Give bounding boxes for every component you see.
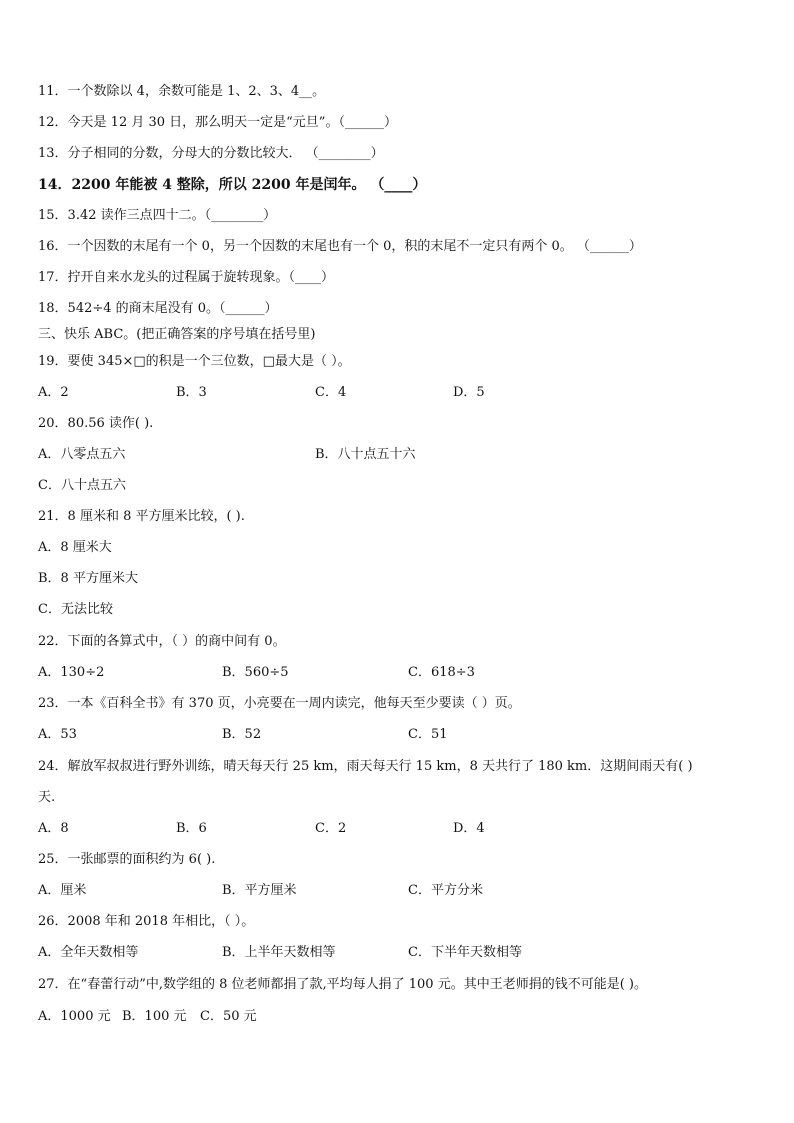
question-24: 24．解放军叔叔进行野外训练，晴天每天行 25 km，雨天每天行 15 km，8 天共行了 180 km．这期间雨天有( )	[38, 759, 693, 774]
option-20-a: A．八零点五六	[38, 447, 126, 462]
option-20-c: C．八十点五六	[38, 478, 126, 493]
question-19: 19．要使 345×□的积是一个三位数，□最大是（ ）。	[38, 354, 351, 369]
option-26-c: C．下半年天数相等	[408, 945, 522, 960]
question-21: 21．8 厘米和 8 平方厘米比较，( ).	[38, 509, 245, 524]
option-25-b: B．平方厘米	[222, 883, 297, 898]
question-15: 15．3.42 读作三点四十二。（________）	[38, 208, 277, 223]
question-27: 27．在“春蕾行动”中,数学组的 8 位老师都捐了款,平均每人捐了 100 元。其中王老师捐的钱不可能是( )。	[38, 977, 647, 992]
question-12: 12．今天是 12 月 30 日，那么明天一定是“元旦”。（______）	[38, 115, 397, 130]
option-26-b: B．上半年天数相等	[222, 945, 336, 960]
question-24-cont: 天.	[38, 790, 56, 805]
option-19-c: C．4	[315, 385, 347, 400]
option-25-a: A．厘米	[38, 883, 87, 898]
option-26-a: A．全年天数相等	[38, 945, 139, 960]
question-11: 11．一个数除以 4，余数可能是 1、2、3、4__。	[38, 84, 326, 99]
question-25: 25．一张邮票的面积约为 6( ).	[38, 852, 216, 867]
option-19-d: D．5	[453, 385, 485, 400]
question-16: 16．一个因数的末尾有一个 0，另一个因数的末尾也有一个 0，积的末尾不一定只有两个 0。 （______）	[38, 239, 642, 254]
option-25-c: C．平方分米	[408, 883, 483, 898]
option-23-c: C．51	[408, 727, 448, 742]
option-23-a: A．53	[38, 727, 77, 742]
option-22-a: A．130÷2	[38, 665, 105, 680]
option-24-c: C．2	[315, 821, 347, 836]
question-22: 22．下面的各算式中，（ ）的商中间有 0。	[38, 634, 286, 649]
option-23-b: B．52	[222, 727, 262, 742]
option-27-b: B．100 元	[122, 1009, 187, 1024]
option-27-a: A．1000 元	[38, 1009, 111, 1024]
question-14: 14．2200 年能被 4 整除，所以 2200 年是闰年。 （____）	[38, 177, 427, 193]
option-27-c: C．50 元	[200, 1009, 257, 1024]
option-21-b: B．8 平方厘米大	[38, 571, 138, 586]
option-22-b: B．560÷5	[222, 665, 289, 680]
question-13: 13．分子相同的分数，分母大的分数比较大． （________）	[38, 146, 384, 161]
question-17: 17．拧开自来水龙头的过程属于旋转现象。（____）	[38, 270, 335, 285]
question-26: 26．2008 年和 2018 年相比，（ ）。	[38, 914, 255, 929]
option-20-b: B．八十点五十六	[315, 447, 416, 462]
option-21-c: C．无法比较	[38, 602, 113, 617]
option-21-a: A．8 厘米大	[38, 540, 112, 555]
option-22-c: C．618÷3	[408, 665, 475, 680]
question-18: 18．542÷4 的商末尾没有 0。（______）	[38, 301, 278, 316]
question-23: 23．一本《百科全书》有 370 页，小亮要在一周内读完，他每天至少要读（ ）页。	[38, 696, 521, 711]
section-heading: 三、快乐 ABC。(把正确答案的序号填在括号里)	[38, 327, 316, 342]
option-19-a: A．2	[38, 385, 69, 400]
option-24-d: D．4	[453, 821, 485, 836]
option-19-b: B．3	[176, 385, 207, 400]
option-24-b: B．6	[176, 821, 207, 836]
question-20: 20．80.56 读作( ).	[38, 416, 154, 431]
option-24-a: A．8	[38, 821, 69, 836]
